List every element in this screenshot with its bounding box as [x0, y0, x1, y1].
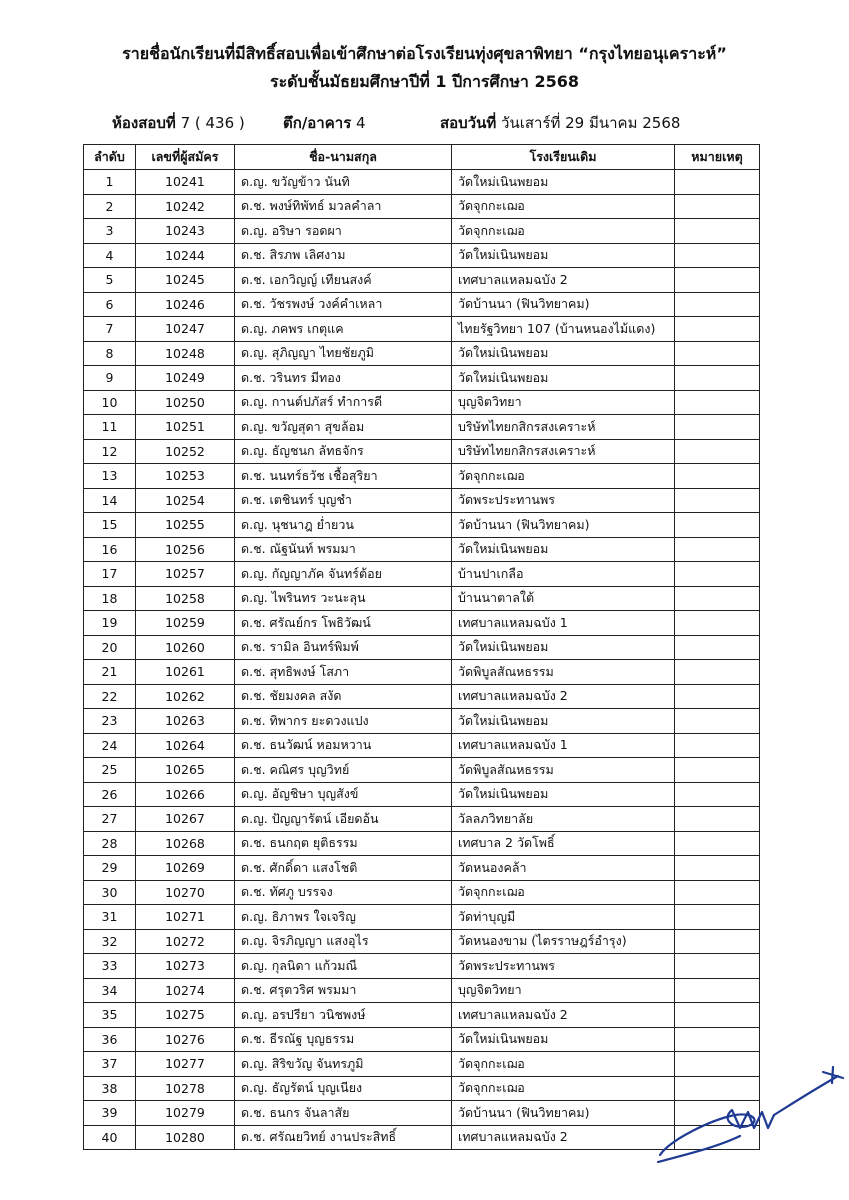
- row-remarks: [675, 1003, 760, 1028]
- row-full-name: ด.ช. ศักดิ์ดา แสงโชติ: [235, 856, 452, 881]
- row-applicant-no: 10248: [136, 341, 235, 366]
- row-order: 22: [84, 684, 136, 709]
- table-row: [84, 488, 760, 513]
- row-former-school: วัดบ้านนา (ฟินวิทยาคม): [452, 1101, 675, 1126]
- row-order: 1: [84, 170, 136, 195]
- row-order: 3: [84, 219, 136, 244]
- row-former-school: วัดจุกกะเฌอ: [452, 194, 675, 219]
- row-applicant-no: 10267: [136, 807, 235, 832]
- row-order: 26: [84, 782, 136, 807]
- row-applicant-no: 10271: [136, 905, 235, 930]
- row-full-name: ด.ช. ธนกร จันลาสัย: [235, 1101, 452, 1126]
- row-former-school: วัดใหม่เนินพยอม: [452, 1027, 675, 1052]
- row-full-name: ด.ช. เตชินทร์ บุญชำ: [235, 488, 452, 513]
- row-full-name: ด.ญ. กัญญาภัค จันทร์ต้อย: [235, 562, 452, 587]
- row-applicant-no: 10241: [136, 170, 235, 195]
- table-row: [84, 954, 760, 979]
- row-order: 5: [84, 268, 136, 293]
- row-remarks: [675, 439, 760, 464]
- row-full-name: ด.ช. ศรัณย์กร โพธิวัฒน์: [235, 611, 452, 636]
- row-remarks: [675, 268, 760, 293]
- table-row: [84, 880, 760, 905]
- row-former-school: เทศบาลแหลมฉบัง 2: [452, 684, 675, 709]
- header-applicant-no: เลขที่ผู้สมัคร: [136, 145, 235, 170]
- row-applicant-no: 10263: [136, 709, 235, 734]
- row-full-name: ด.ญ. ปัญญารัตน์ เอียดอ้น: [235, 807, 452, 832]
- header-order: ลำดับ: [84, 145, 136, 170]
- row-full-name: ด.ช. นนทร์ธวัช เชื้อสุริยา: [235, 464, 452, 489]
- row-remarks: [675, 684, 760, 709]
- row-remarks: [675, 464, 760, 489]
- row-order: 13: [84, 464, 136, 489]
- row-full-name: ด.ช. รามิล อินทร์พิมพ์: [235, 635, 452, 660]
- row-order: 30: [84, 880, 136, 905]
- table-row: [84, 390, 760, 415]
- row-former-school: ไทยรัฐวิทยา 107 (บ้านหนองไม้แดง): [452, 317, 675, 342]
- room-info: [112, 113, 245, 133]
- row-remarks: [675, 243, 760, 268]
- row-remarks: [675, 586, 760, 611]
- row-full-name: ด.ช. เอกวิญญ์ เทียนสงค์: [235, 268, 452, 293]
- row-order: 23: [84, 709, 136, 734]
- row-full-name: ด.ช. สุทธิพงษ์ โสภา: [235, 660, 452, 685]
- table-body: [84, 170, 760, 1150]
- row-full-name: ด.ญ. กุลนิดา แก้วมณี: [235, 954, 452, 979]
- row-remarks: [675, 415, 760, 440]
- table-row: [84, 929, 760, 954]
- row-order: 8: [84, 341, 136, 366]
- table-row: [84, 317, 760, 342]
- row-applicant-no: 10266: [136, 782, 235, 807]
- row-full-name: ด.ญ. อรปรียา วนิชพงษ์: [235, 1003, 452, 1028]
- row-former-school: เทศบาล 2 วัดโพธิ์: [452, 831, 675, 856]
- row-former-school: วัดจุกกะเฌอ: [452, 880, 675, 905]
- row-order: 33: [84, 954, 136, 979]
- row-former-school: วัดบ้านนา (ฟินวิทยาคม): [452, 513, 675, 538]
- row-full-name: ด.ช. คณิศร บุญวิทย์: [235, 758, 452, 783]
- row-order: 36: [84, 1027, 136, 1052]
- row-former-school: วัดบ้านนา (ฟินวิทยาคม): [452, 292, 675, 317]
- row-order: 19: [84, 611, 136, 636]
- row-applicant-no: 10250: [136, 390, 235, 415]
- row-order: 9: [84, 366, 136, 391]
- row-applicant-no: 10269: [136, 856, 235, 881]
- row-full-name: ด.ญ. ภคพร เกตุแค: [235, 317, 452, 342]
- exam-date-value: วันเสาร์ที่ 29 มีนาคม 2568: [501, 114, 681, 132]
- row-order: 10: [84, 390, 136, 415]
- table-row: [84, 415, 760, 440]
- row-order: 11: [84, 415, 136, 440]
- row-applicant-no: 10246: [136, 292, 235, 317]
- header-remarks: หมายเหตุ: [675, 145, 760, 170]
- table-row: [84, 268, 760, 293]
- row-former-school: วัดพิบูลสัณหธรรม: [452, 660, 675, 685]
- row-applicant-no: 10275: [136, 1003, 235, 1028]
- row-order: 39: [84, 1101, 136, 1126]
- row-former-school: วัดใหม่เนินพยอม: [452, 782, 675, 807]
- table-row: [84, 684, 760, 709]
- row-applicant-no: 10272: [136, 929, 235, 954]
- document-title: รายชื่อนักเรียนที่มีสิทธิ์สอบเพื่อเข้าศึกษาต่อโรงเรียนทุ่งศุขลาพิทยา “กรุงไทยอนุเคราะห์”: [122, 44, 727, 63]
- row-former-school: วัดจุกกะเฌอ: [452, 1076, 675, 1101]
- row-former-school: บุญจิตวิทยา: [452, 978, 675, 1003]
- row-applicant-no: 10279: [136, 1101, 235, 1126]
- row-full-name: ด.ช. ธนกฤต ยุติธรรม: [235, 831, 452, 856]
- row-remarks: [675, 880, 760, 905]
- table-row: [84, 562, 760, 587]
- table-row: [84, 292, 760, 317]
- row-former-school: วัดพระประทานพร: [452, 488, 675, 513]
- row-former-school: วัดใหม่เนินพยอม: [452, 537, 675, 562]
- row-order: 29: [84, 856, 136, 881]
- row-remarks: [675, 611, 760, 636]
- row-former-school: วัดใหม่เนินพยอม: [452, 243, 675, 268]
- row-remarks: [675, 709, 760, 734]
- row-full-name: ด.ช. ชัยมงคล สงัด: [235, 684, 452, 709]
- row-former-school: เทศบาลแหลมฉบัง 1: [452, 733, 675, 758]
- row-remarks: [675, 537, 760, 562]
- row-former-school: เทศบาลแหลมฉบัง 2: [452, 1125, 675, 1150]
- row-former-school: วัดใหม่เนินพยอม: [452, 635, 675, 660]
- row-order: 31: [84, 905, 136, 930]
- table-row: [84, 709, 760, 734]
- row-applicant-no: 10265: [136, 758, 235, 783]
- table-row: [84, 831, 760, 856]
- row-full-name: ด.ญ. ขวัญข้าว นันทิ: [235, 170, 452, 195]
- row-applicant-no: 10251: [136, 415, 235, 440]
- row-applicant-no: 10270: [136, 880, 235, 905]
- row-full-name: ด.ญ. สุภิญญา ไทยชัยภูมิ: [235, 341, 452, 366]
- exam-date-info: [440, 113, 680, 133]
- table-row: [84, 1003, 760, 1028]
- row-order: 24: [84, 733, 136, 758]
- row-remarks: [675, 194, 760, 219]
- row-applicant-no: 10276: [136, 1027, 235, 1052]
- row-order: 40: [84, 1125, 136, 1150]
- table-row: [84, 366, 760, 391]
- table-row: [84, 219, 760, 244]
- row-former-school: วัดใหม่เนินพยอม: [452, 709, 675, 734]
- signature-image: [640, 1060, 849, 1170]
- row-applicant-no: 10268: [136, 831, 235, 856]
- row-former-school: วัดใหม่เนินพยอม: [452, 366, 675, 391]
- row-full-name: ด.ญ. ธัญชนก ลัทธจักร: [235, 439, 452, 464]
- row-full-name: ด.ญ. จิรภิญญา แสงอุไร: [235, 929, 452, 954]
- table-row: [84, 537, 760, 562]
- row-former-school: วัลลภวิทยาลัย: [452, 807, 675, 832]
- row-order: 20: [84, 635, 136, 660]
- row-former-school: วัดจุกกะเฌอ: [452, 1052, 675, 1077]
- row-applicant-no: 10264: [136, 733, 235, 758]
- row-remarks: [675, 782, 760, 807]
- building-info: [283, 113, 366, 133]
- row-full-name: ด.ช. ธนวัฒน์ หอมหวาน: [235, 733, 452, 758]
- row-remarks: [675, 513, 760, 538]
- row-former-school: วัดใหม่เนินพยอม: [452, 170, 675, 195]
- row-remarks: [675, 170, 760, 195]
- table-row: [84, 439, 760, 464]
- row-order: 34: [84, 978, 136, 1003]
- row-remarks: [675, 831, 760, 856]
- row-full-name: ด.ญ. นุชนาฎ ย่ำยวน: [235, 513, 452, 538]
- table-row: [84, 194, 760, 219]
- row-order: 32: [84, 929, 136, 954]
- row-applicant-no: 10252: [136, 439, 235, 464]
- row-remarks: [675, 733, 760, 758]
- table-row: [84, 586, 760, 611]
- row-former-school: เทศบาลแหลมฉบัง 2: [452, 268, 675, 293]
- row-applicant-no: 10259: [136, 611, 235, 636]
- row-full-name: ด.ญ. กานต์ปภัสร์ ทำการดี: [235, 390, 452, 415]
- row-order: 21: [84, 660, 136, 685]
- row-former-school: บริษัทไทยกสิกรสงเคราะห์: [452, 415, 675, 440]
- header-full-name: ชื่อ-นามสกุล: [235, 145, 452, 170]
- row-applicant-no: 10243: [136, 219, 235, 244]
- exam-date-label: สอบวันที่: [440, 114, 497, 132]
- row-applicant-no: 10255: [136, 513, 235, 538]
- table-row: [84, 611, 760, 636]
- row-full-name: ด.ญ. สิริขวัญ จันทรภูมิ: [235, 1052, 452, 1077]
- row-applicant-no: 10247: [136, 317, 235, 342]
- row-order: 15: [84, 513, 136, 538]
- table-row: [84, 782, 760, 807]
- row-applicant-no: 10278: [136, 1076, 235, 1101]
- row-full-name: ด.ช. ณัฐนันท์ พรมมา: [235, 537, 452, 562]
- row-remarks: [675, 929, 760, 954]
- row-full-name: ด.ช. วรินทร มีทอง: [235, 366, 452, 391]
- row-order: 7: [84, 317, 136, 342]
- row-applicant-no: 10280: [136, 1125, 235, 1150]
- row-former-school: บุญจิตวิทยา: [452, 390, 675, 415]
- table-row: [84, 856, 760, 881]
- row-remarks: [675, 366, 760, 391]
- row-order: 12: [84, 439, 136, 464]
- row-remarks: [675, 317, 760, 342]
- row-remarks: [675, 660, 760, 685]
- row-order: 2: [84, 194, 136, 219]
- row-order: 14: [84, 488, 136, 513]
- table-row: [84, 513, 760, 538]
- row-applicant-no: 10245: [136, 268, 235, 293]
- row-order: 28: [84, 831, 136, 856]
- table-row: [84, 243, 760, 268]
- row-full-name: ด.ช. ธีรณัฐ บุญธรรม: [235, 1027, 452, 1052]
- row-applicant-no: 10253: [136, 464, 235, 489]
- row-full-name: ด.ญ. ธิภาพร ใจเจริญ: [235, 905, 452, 930]
- row-order: 37: [84, 1052, 136, 1077]
- room-value: 7 ( 436 ): [180, 114, 245, 132]
- row-order: 27: [84, 807, 136, 832]
- row-full-name: ด.ช. สิรภพ เลิศงาม: [235, 243, 452, 268]
- row-full-name: ด.ญ. ธัญรัตน์ บุญเนียง: [235, 1076, 452, 1101]
- table-row: [84, 807, 760, 832]
- table-row: [84, 758, 760, 783]
- room-label: ห้องสอบที่: [112, 114, 176, 132]
- row-full-name: ด.ช. พงษ์ทิพัทธ์ มวลคำลา: [235, 194, 452, 219]
- row-order: 16: [84, 537, 136, 562]
- row-full-name: ด.ช. ศรุตวริศ พรมมา: [235, 978, 452, 1003]
- row-full-name: ด.ญ. ขวัญสุดา สุขล้อม: [235, 415, 452, 440]
- row-former-school: วัดท่าบุญมี: [452, 905, 675, 930]
- student-table: [83, 144, 760, 1150]
- table-row: [84, 464, 760, 489]
- row-order: 18: [84, 586, 136, 611]
- row-order: 38: [84, 1076, 136, 1101]
- row-applicant-no: 10257: [136, 562, 235, 587]
- row-applicant-no: 10273: [136, 954, 235, 979]
- row-remarks: [675, 1027, 760, 1052]
- row-former-school: วัดหนองคล้า: [452, 856, 675, 881]
- row-applicant-no: 10244: [136, 243, 235, 268]
- row-remarks: [675, 219, 760, 244]
- row-applicant-no: 10274: [136, 978, 235, 1003]
- header-former-school: โรงเรียนเดิม: [452, 145, 675, 170]
- row-full-name: ด.ญ. ไพรินทร วะนะลุน: [235, 586, 452, 611]
- row-full-name: ด.ญ. อริษา รอดผา: [235, 219, 452, 244]
- row-applicant-no: 10258: [136, 586, 235, 611]
- row-applicant-no: 10249: [136, 366, 235, 391]
- table-row: [84, 733, 760, 758]
- row-remarks: [675, 562, 760, 587]
- row-remarks: [675, 488, 760, 513]
- row-full-name: ด.ช. วัชรพงษ์ วงค์คำเหลา: [235, 292, 452, 317]
- building-value: 4: [356, 114, 366, 132]
- row-former-school: วัดใหม่เนินพยอม: [452, 341, 675, 366]
- row-applicant-no: 10242: [136, 194, 235, 219]
- row-order: 17: [84, 562, 136, 587]
- row-applicant-no: 10256: [136, 537, 235, 562]
- row-former-school: บ้านปาเกลือ: [452, 562, 675, 587]
- row-former-school: วัดพิบูลสัณหธรรม: [452, 758, 675, 783]
- table-row: [84, 170, 760, 195]
- row-applicant-no: 10277: [136, 1052, 235, 1077]
- row-applicant-no: 10260: [136, 635, 235, 660]
- row-remarks: [675, 978, 760, 1003]
- row-remarks: [675, 905, 760, 930]
- row-applicant-no: 10261: [136, 660, 235, 685]
- row-former-school: บริษัทไทยกสิกรสงเคราะห์: [452, 439, 675, 464]
- row-former-school: วัดจุกกะเฌอ: [452, 464, 675, 489]
- table-row: [84, 905, 760, 930]
- row-former-school: วัดหนองขาม (ไตรราษฎร์อำรุง): [452, 929, 675, 954]
- row-order: 4: [84, 243, 136, 268]
- table-header-row: [84, 145, 760, 170]
- row-order: 6: [84, 292, 136, 317]
- row-remarks: [675, 758, 760, 783]
- building-label: ตึก/อาคาร: [283, 114, 352, 132]
- table-row: [84, 660, 760, 685]
- row-remarks: [675, 341, 760, 366]
- row-remarks: [675, 635, 760, 660]
- row-remarks: [675, 292, 760, 317]
- row-full-name: ด.ช. ศรัณยวิทย์ งานประสิทธิ์: [235, 1125, 452, 1150]
- row-remarks: [675, 856, 760, 881]
- row-order: 35: [84, 1003, 136, 1028]
- row-applicant-no: 10262: [136, 684, 235, 709]
- row-former-school: เทศบาลแหลมฉบัง 1: [452, 611, 675, 636]
- row-former-school: วัดจุกกะเฌอ: [452, 219, 675, 244]
- row-full-name: ด.ช. ทัศภู บรรจง: [235, 880, 452, 905]
- row-former-school: บ้านนาตาลใต้: [452, 586, 675, 611]
- table-row: [84, 635, 760, 660]
- row-remarks: [675, 807, 760, 832]
- row-full-name: ด.ช. ทิพากร ยะดวงแปง: [235, 709, 452, 734]
- row-former-school: เทศบาลแหลมฉบัง 2: [452, 1003, 675, 1028]
- table-row: [84, 1027, 760, 1052]
- document-subtitle: ระดับชั้นมัธยมศึกษาปีที่ 1 ปีการศึกษา 2568: [269, 72, 579, 91]
- table-row: [84, 978, 760, 1003]
- row-remarks: [675, 954, 760, 979]
- row-order: 25: [84, 758, 136, 783]
- row-full-name: ด.ญ. อัญชิษา บุญสังข์: [235, 782, 452, 807]
- row-applicant-no: 10254: [136, 488, 235, 513]
- row-remarks: [675, 390, 760, 415]
- table-row: [84, 341, 760, 366]
- row-former-school: วัดพระประทานพร: [452, 954, 675, 979]
